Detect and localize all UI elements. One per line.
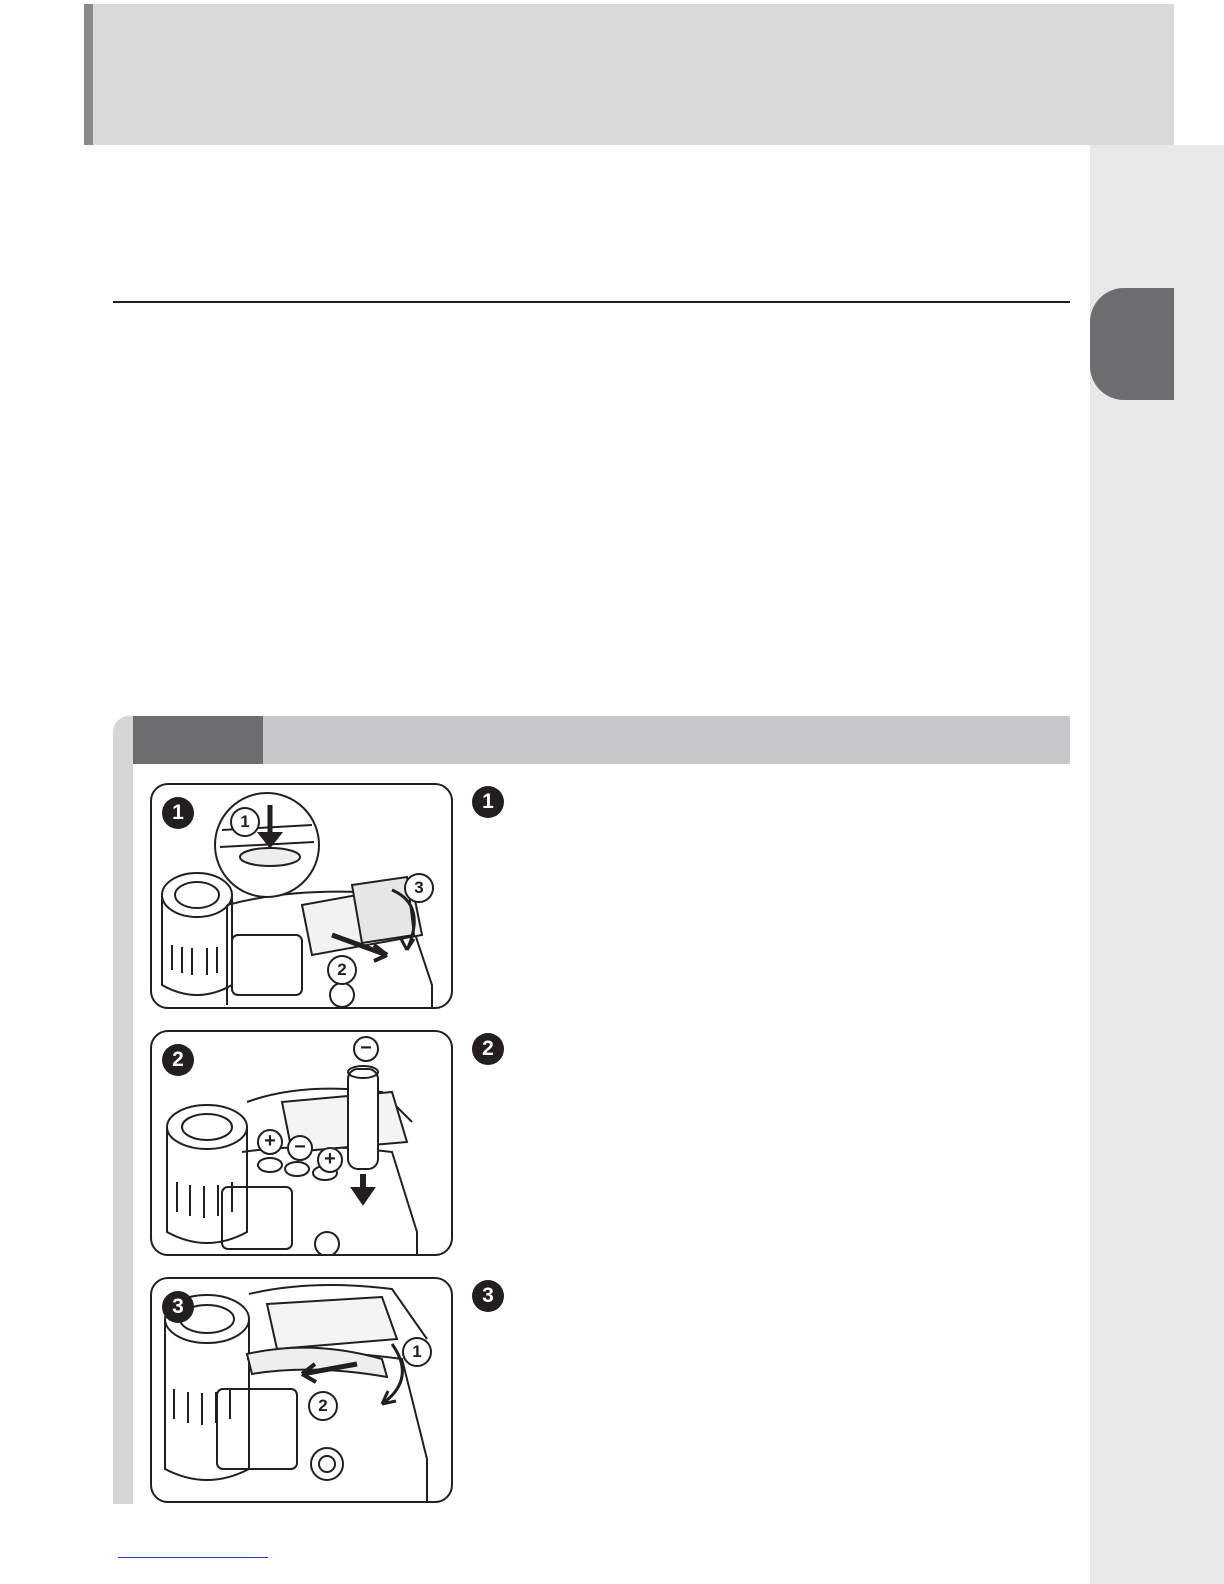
step-3-callout-2: 2 [308, 1391, 338, 1421]
step-3-camera-drawing [152, 1279, 453, 1503]
step-1-callout-2: 2 [327, 955, 357, 985]
step-3-figure-marker: 3 [162, 1291, 194, 1323]
step-2-illustration [150, 1030, 453, 1256]
header-accent-bar [84, 4, 93, 145]
polarity-plus-2: + [317, 1147, 343, 1173]
step-2-figure-marker: 2 [162, 1044, 194, 1076]
polarity-minus-battery: − [353, 1036, 379, 1062]
step-1-illustration [150, 783, 453, 1009]
polarity-plus-1: + [257, 1129, 283, 1155]
header-band [84, 4, 1174, 145]
step-2-marker: 2 [472, 1033, 504, 1065]
step-1-callout-1: 1 [230, 807, 260, 837]
steps-panel-edge [113, 716, 133, 1504]
steps-panel-header-tab [133, 716, 263, 764]
polarity-minus-1: − [287, 1135, 313, 1161]
step-1-figure-marker: 1 [162, 797, 194, 829]
steps-panel-header [133, 716, 1070, 764]
step-3-marker: 3 [472, 1280, 504, 1312]
footer-link-underline[interactable] [118, 1557, 268, 1558]
step-3-illustration [150, 1277, 453, 1503]
step-3-callout-1: 1 [402, 1337, 432, 1367]
section-divider [113, 301, 1070, 303]
step-1-callout-3: 3 [404, 873, 434, 903]
chapter-tab[interactable] [1090, 288, 1174, 400]
step-1-marker: 1 [472, 786, 504, 818]
